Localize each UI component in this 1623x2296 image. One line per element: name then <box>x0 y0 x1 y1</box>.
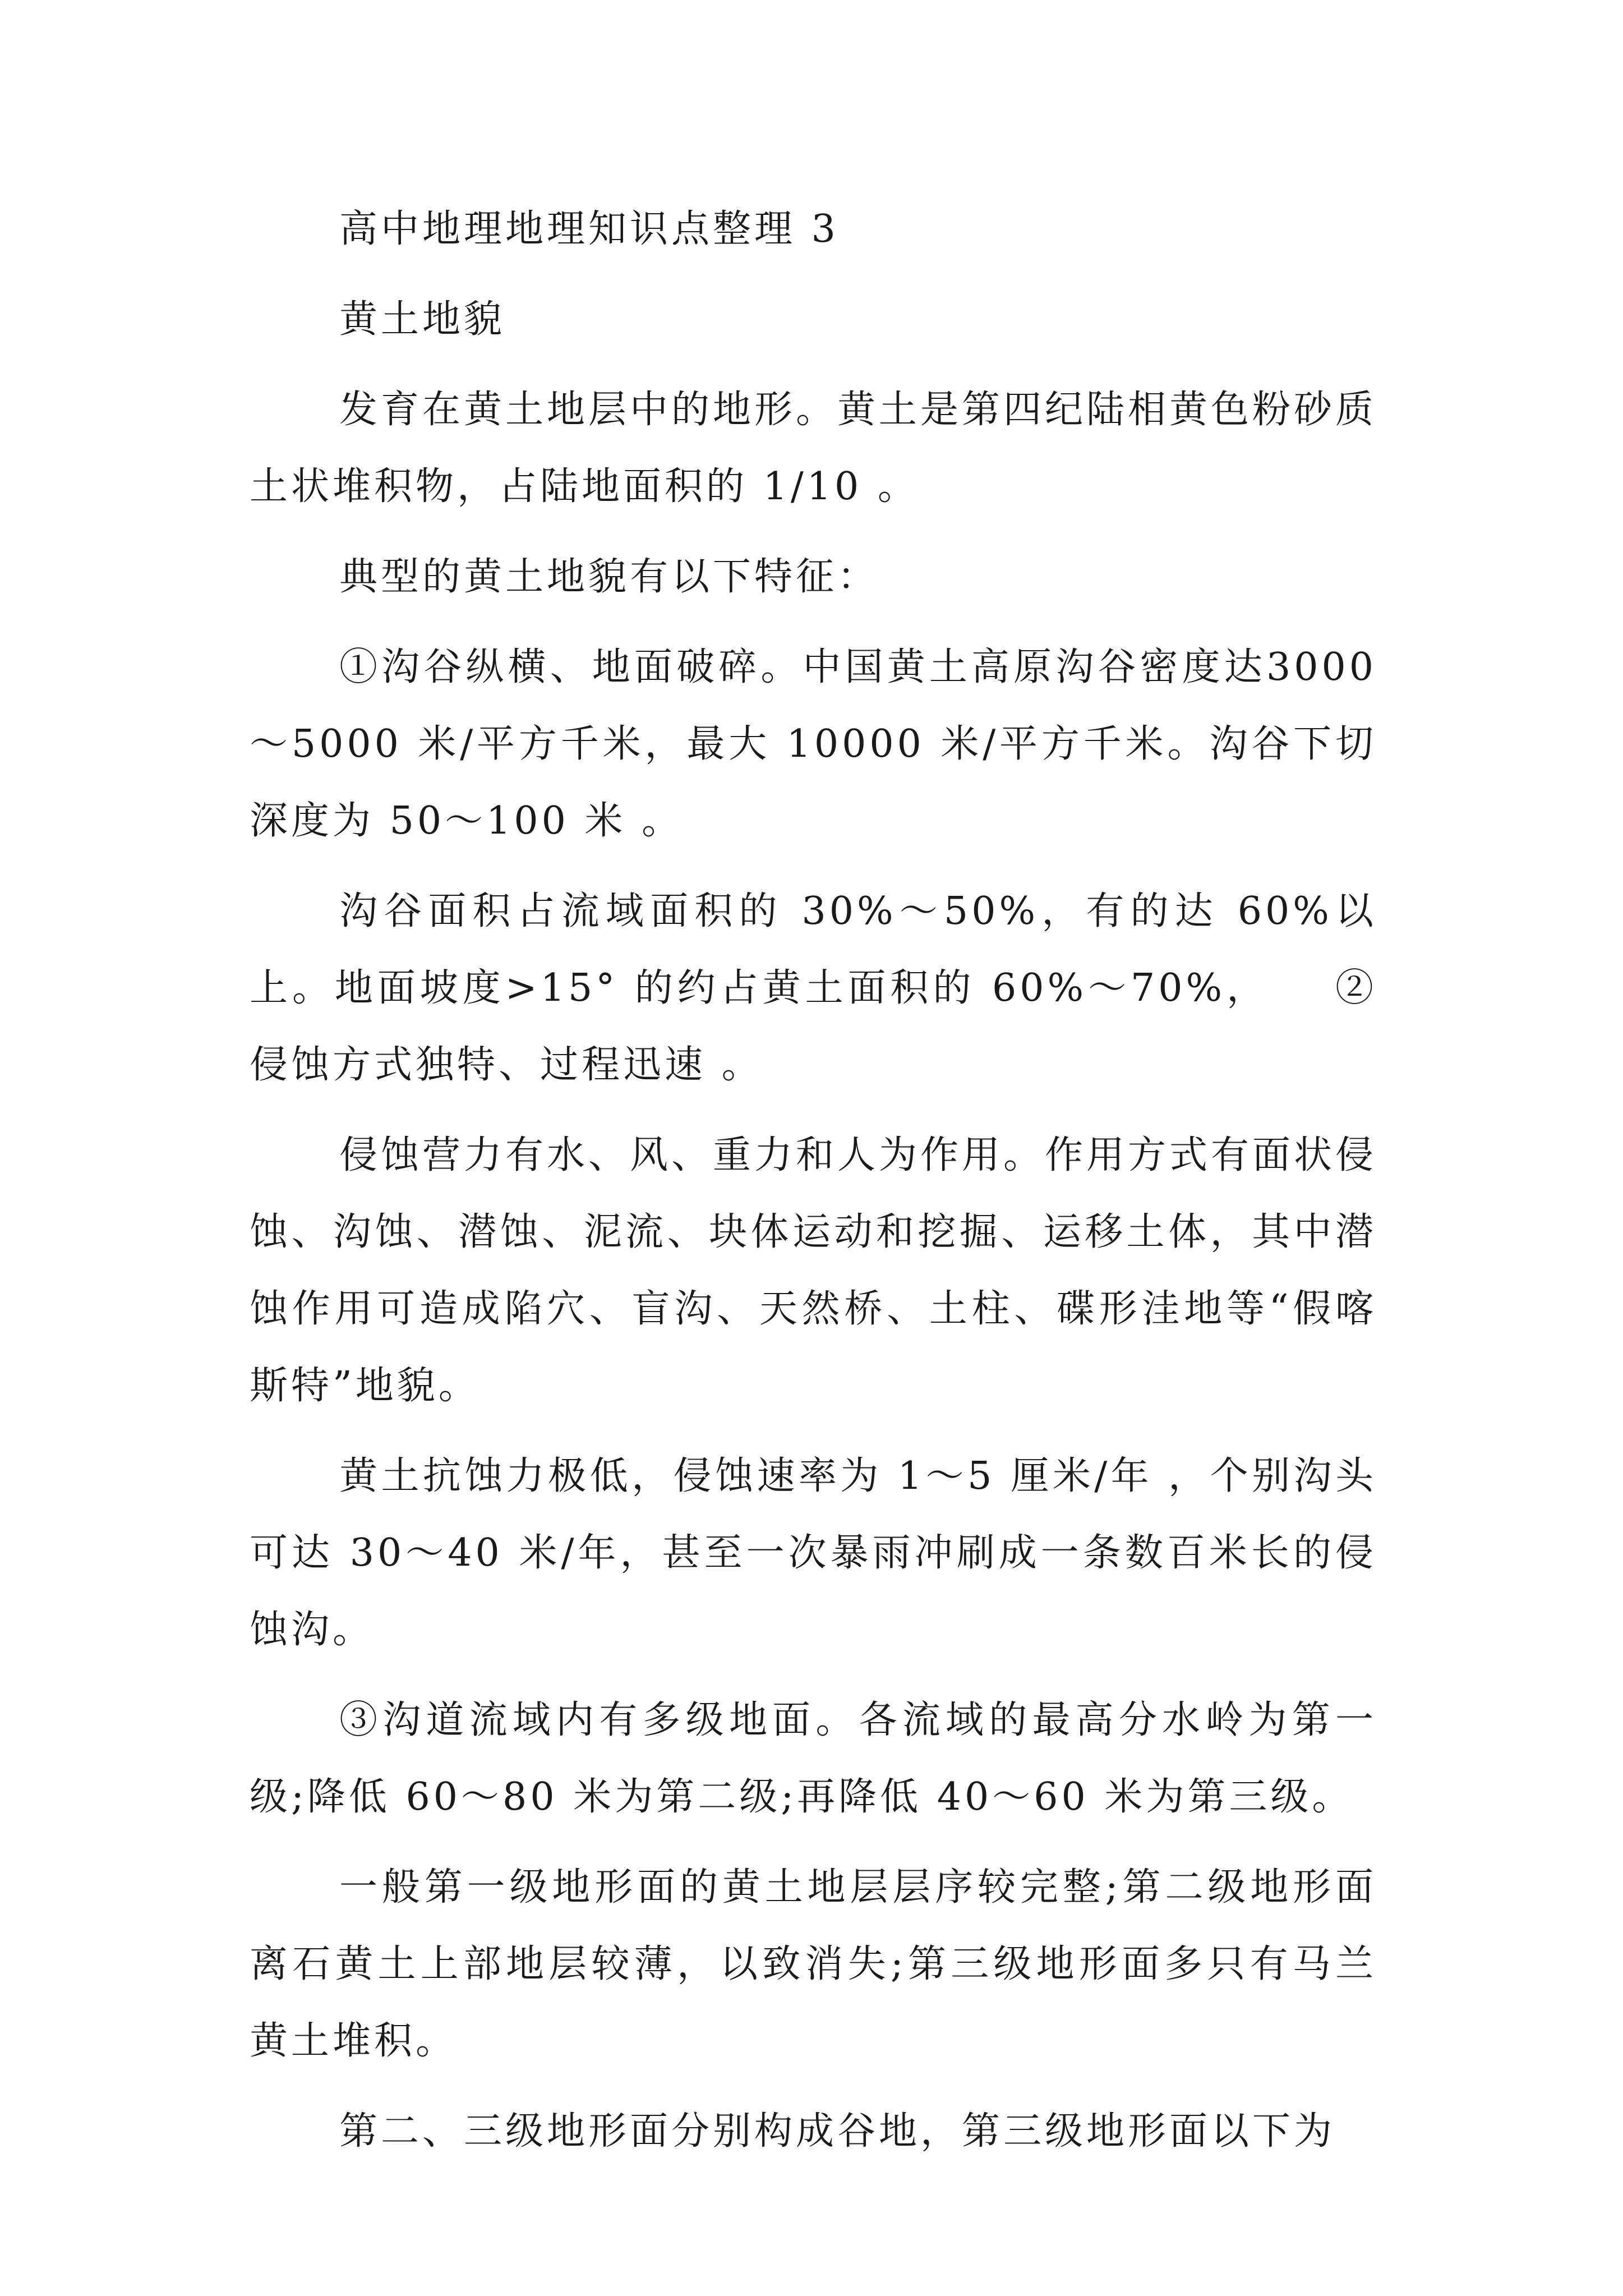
paragraph: 典型的黄土地貌有以下特征： <box>339 555 879 599</box>
paragraph: 发育在黄土地层中的地形。黄土是第四纪陆相黄色粉砂质土状堆积物，占陆地面积的 1/10 。 <box>250 388 1377 509</box>
paragraph: ①沟谷纵横、地面破碎。中国黄土高原沟谷密度达3000～5000 米/平方千米，最大 10000 米/平方千米。沟谷下切深度为 50～100 米 。 <box>250 645 1377 843</box>
document-title: 高中地理地理知识点整理 3 <box>339 207 839 251</box>
paragraph: 一般第一级地形面的黄土地层层序较完整;第二级地形面离石黄土上部地层较薄，以致消失;第三级地形面多只有马兰黄土堆积。 <box>250 1865 1377 2063</box>
paragraph: 第二、三级地形面分别构成谷地，第三级地形面以下为 <box>339 2109 1336 2154</box>
paragraph: 沟谷面积占流域面积的 30%～50%，有的达 60%以上。地面坡度>15° 的约占黄土面积的 60%～70%， ②侵蚀方式独特、过程迅速 。 <box>250 889 1377 1087</box>
paragraph: ③沟道流域内有多级地面。各流域的最高分水岭为第一级;降低 60～80 米为第二级;再降低 40～60 米为第三级。 <box>250 1698 1377 1819</box>
section-heading: 黄土地貌 <box>339 297 506 342</box>
document-body <box>250 191 1377 2183</box>
paragraph: 黄土抗蚀力极低，侵蚀速率为 1～5 厘米/年 ，个别沟头可达 30～40 米/年，甚至一次暴雨冲刷成一条数百米长的侵蚀沟。 <box>250 1454 1377 1652</box>
paragraph: 侵蚀营力有水、风、重力和人为作用。作用方式有面状侵蚀、沟蚀、潜蚀、泥流、块体运动和挖掘、运移土体，其中潜蚀作用可造成陷穴、盲沟、天然桥、土柱、碟形洼地等“假喀斯特”地貌。 <box>250 1133 1377 1408</box>
